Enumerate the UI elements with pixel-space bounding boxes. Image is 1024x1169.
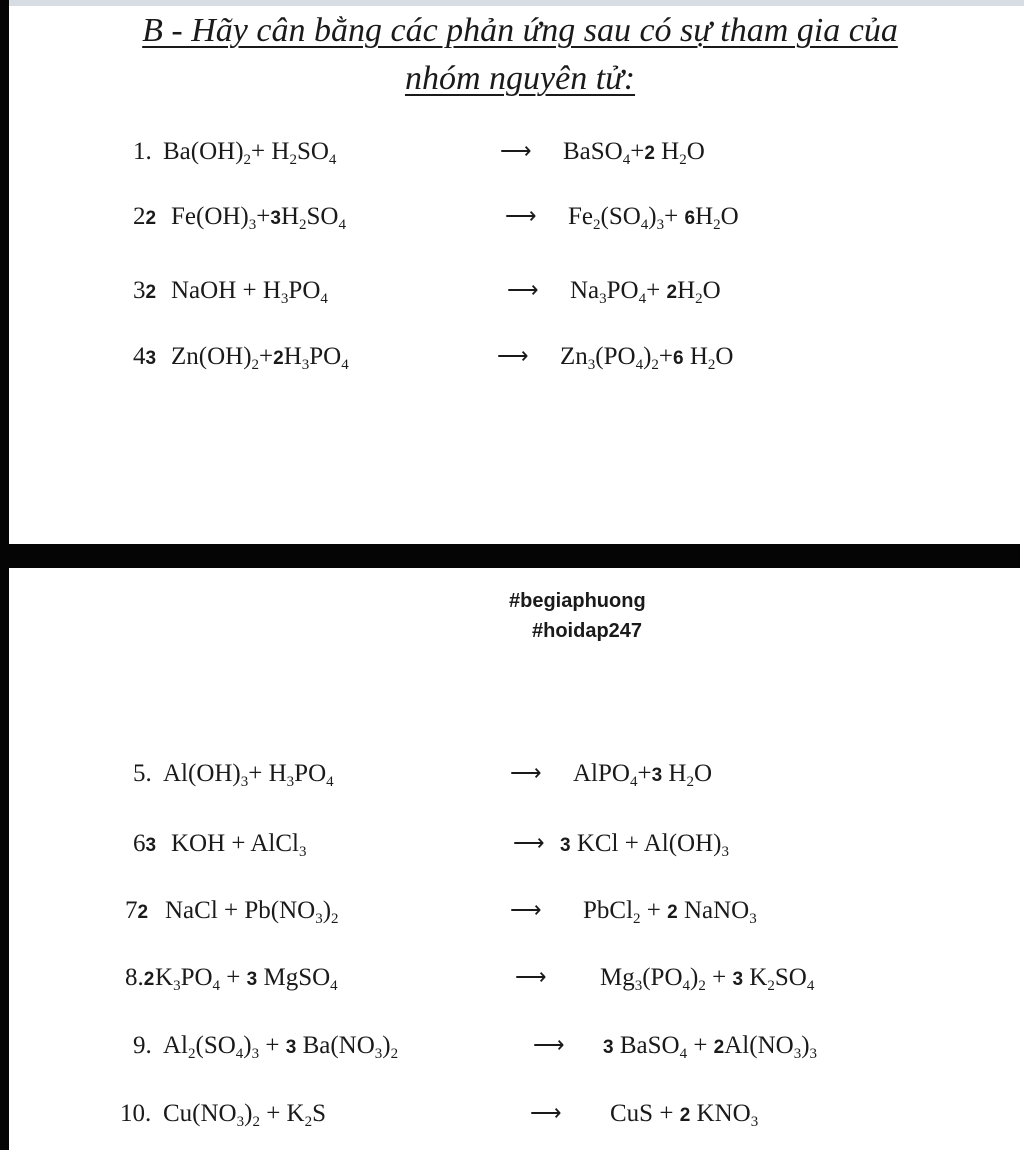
hashtag-begiaphuong: #begiaphuong (509, 590, 646, 612)
reaction-arrow: ⟶ (533, 1032, 563, 1057)
formula-text: + H (251, 138, 290, 165)
reaction-row (0, 830, 1024, 870)
reaction-arrow: ⟶ (497, 343, 527, 368)
subscript: 2 (243, 152, 252, 168)
reactants (163, 138, 336, 166)
handwritten-coefficient: 2 (666, 282, 678, 303)
reaction-row (0, 897, 1024, 937)
formula-text: + (637, 760, 652, 787)
black-divider-bar (0, 544, 1020, 568)
formula-text: K (155, 964, 174, 991)
products (573, 760, 712, 788)
subscript: 2 (188, 1046, 196, 1062)
handwritten-coefficient: 2 (143, 969, 155, 990)
formula-text: + (658, 343, 674, 370)
formula-text: PO (180, 964, 213, 991)
subscript: 2 (679, 152, 687, 168)
formula-text: + (259, 343, 274, 370)
reaction-row (0, 760, 1024, 800)
subscript: 4 (622, 152, 631, 168)
reactants (165, 897, 339, 925)
formula-text: + (630, 138, 645, 165)
subscript: 3 (280, 291, 289, 307)
subscript: 2 (767, 978, 775, 994)
reactants (155, 964, 338, 992)
formula-text: O (693, 760, 713, 787)
formula-text: AlPO (573, 760, 630, 787)
reaction-arrow: ⟶ (513, 830, 543, 855)
reaction-arrow: ⟶ (510, 760, 540, 785)
subscript: 4 (341, 357, 349, 373)
reaction-row (0, 964, 1024, 1004)
formula-text: SO (774, 964, 807, 991)
products (563, 138, 705, 166)
hashtag-hoidap247: #hoidap247 (532, 620, 643, 642)
formula-text: Al (163, 1032, 188, 1059)
formula-text: O (702, 277, 721, 304)
handwritten-coefficient: 6 (673, 348, 684, 369)
products (583, 897, 757, 925)
subscript: 4 (629, 774, 638, 790)
reaction-arrow: ⟶ (500, 138, 530, 163)
subscript: 2 (252, 1114, 260, 1130)
reaction-number (125, 964, 154, 992)
reaction-number-text: 7 (125, 897, 138, 924)
subscript: 4 (212, 978, 221, 994)
formula-text: S (312, 1100, 326, 1127)
handwritten-coefficient: 3 (145, 348, 157, 369)
reaction-arrow: ⟶ (515, 964, 545, 989)
top-border (0, 0, 1024, 6)
subscript: 3 (749, 911, 757, 927)
subscript: 3 (236, 1114, 245, 1130)
formula-text: KNO (690, 1100, 751, 1127)
formula-text: H (654, 138, 680, 165)
formula-text: Al(OH) (163, 760, 241, 787)
subscript: 3 (248, 217, 257, 233)
handwritten-coefficient: 3 (603, 1037, 614, 1058)
subscript: 2 (299, 217, 307, 233)
subscript: 3 (173, 978, 181, 994)
products (568, 203, 739, 231)
reaction-number-text: 3 (133, 277, 146, 304)
formula-text: Na (570, 277, 600, 304)
reaction-number-text: 5. (133, 760, 152, 787)
formula-text: ) (322, 897, 332, 924)
subscript: 3 (286, 774, 295, 790)
reaction-number (133, 343, 156, 371)
products (560, 343, 733, 371)
formula-text: + H (248, 760, 287, 787)
formula-text: + K (259, 1100, 305, 1127)
reactants (171, 343, 349, 371)
formula-text: H (677, 277, 696, 304)
handwritten-coefficient: 3 (270, 208, 281, 229)
reactants (163, 1032, 398, 1060)
reaction-row (0, 203, 1024, 243)
reaction-number-text: 8. (125, 964, 144, 991)
formula-text: K (743, 964, 768, 991)
formula-text: PO (288, 277, 321, 304)
products (600, 964, 814, 992)
reactants (163, 1100, 326, 1128)
reaction-number (133, 830, 156, 858)
subscript: 2 (713, 217, 721, 233)
reaction-number (120, 1100, 151, 1128)
handwritten-coefficient: 2 (679, 1105, 691, 1126)
subscript: 4 (682, 978, 691, 994)
subscript: 2 (304, 1114, 313, 1130)
handwritten-coefficient: 2 (273, 348, 284, 369)
formula-text: KCl + Al(OH) (570, 830, 722, 857)
formula-text: PO (294, 760, 327, 787)
formula-text: ) (801, 1032, 810, 1059)
formula-text: PO (309, 343, 342, 370)
reaction-arrow: ⟶ (510, 897, 540, 922)
subscript: 4 (635, 357, 644, 373)
formula-text: H (283, 343, 302, 370)
heading-line-1: B - Hãy cân bằng các phản ứng sau có sự tham gia của (142, 12, 898, 49)
products (603, 1032, 817, 1060)
formula-text: + (256, 203, 271, 230)
subscript: 2 (390, 1046, 399, 1062)
subscript: 2 (251, 357, 260, 373)
subscript: 2 (707, 357, 716, 373)
subscript: 3 (374, 1046, 383, 1062)
reaction-arrow: ⟶ (507, 277, 537, 302)
reaction-number (133, 138, 152, 166)
subscript: 4 (679, 1046, 688, 1062)
formula-text: H (683, 343, 708, 370)
reaction-number (133, 277, 156, 305)
subscript: 2 (633, 911, 641, 927)
formula-text: MgSO (257, 964, 331, 991)
subscript: 3 (809, 1046, 818, 1062)
reactants (163, 760, 334, 788)
reaction-number-text: 6 (133, 830, 146, 857)
formula-text: PO (606, 277, 639, 304)
formula-text: + (220, 964, 247, 991)
formula-text: CuS + (610, 1100, 680, 1127)
handwritten-coefficient: 2 (137, 902, 149, 923)
subscript: 3 (315, 911, 323, 927)
formula-text: Zn (560, 343, 588, 370)
subscript: 2 (686, 774, 694, 790)
formula-text: H (695, 203, 714, 230)
formula-text: Ba(NO (296, 1032, 375, 1059)
reaction-number-text: 4 (133, 343, 146, 370)
subscript: 3 (656, 217, 665, 233)
formula-text: (PO (595, 343, 636, 370)
formula-text: ) (382, 1032, 391, 1059)
formula-text: (SO (600, 203, 641, 230)
formula-text: + (646, 277, 667, 304)
subscript: 3 (599, 291, 607, 307)
reaction-number-text: 2 (133, 203, 146, 230)
handwritten-coefficient: 2 (667, 902, 678, 923)
formula-text: BaSO (613, 1032, 680, 1059)
formula-text: + (640, 897, 668, 924)
subscript: 3 (587, 357, 596, 373)
reaction-number (125, 897, 148, 925)
subscript: 4 (320, 291, 328, 307)
products (560, 830, 729, 858)
reaction-arrow: ⟶ (505, 203, 535, 228)
subscript: 2 (651, 357, 659, 373)
formula-text: Zn(OH) (171, 343, 252, 370)
formula-text: (SO (195, 1032, 236, 1059)
formula-text: BaSO (563, 138, 623, 165)
formula-text: SO (296, 138, 329, 165)
subscript: 4 (328, 152, 337, 168)
subscript: 2 (593, 217, 601, 233)
reaction-row (0, 1032, 1024, 1072)
formula-text: SO (306, 203, 339, 230)
formula-text: NaNO (677, 897, 750, 924)
handwritten-coefficient: 2 (713, 1037, 725, 1058)
reaction-number (133, 203, 156, 231)
subscript: 2 (331, 911, 339, 927)
formula-text: Fe(OH) (171, 203, 249, 230)
handwritten-coefficient: 6 (684, 208, 696, 229)
formula-text: H (662, 760, 687, 787)
formula-text: O (715, 343, 734, 370)
handwritten-coefficient: 3 (732, 969, 744, 990)
handwritten-coefficient: 2 (145, 282, 157, 303)
subscript: 3 (301, 357, 310, 373)
reaction-row (0, 1100, 1024, 1140)
subscript: 4 (806, 978, 815, 994)
formula-text: H (280, 203, 300, 230)
handwritten-coefficient: 2 (145, 208, 157, 229)
products (610, 1100, 758, 1128)
reaction-number-text: 1. (133, 138, 152, 165)
handwritten-coefficient: 3 (560, 835, 571, 856)
reactants (171, 277, 328, 305)
subscript: 2 (289, 152, 297, 168)
handwritten-coefficient: 3 (145, 835, 157, 856)
formula-text: ) (643, 343, 652, 370)
subscript: 4 (640, 217, 649, 233)
formula-text: + (705, 964, 733, 991)
reaction-row (0, 343, 1024, 383)
subscript: 4 (638, 291, 647, 307)
handwritten-coefficient: 3 (246, 969, 258, 990)
formula-text: Al(NO (724, 1032, 794, 1059)
subscript: 2 (695, 291, 703, 307)
reaction-arrow: ⟶ (530, 1100, 560, 1125)
formula-text: Fe (568, 203, 593, 230)
formula-text: PbCl (583, 897, 634, 924)
formula-text: + (687, 1032, 714, 1059)
formula-text: Ba(OH) (163, 138, 244, 165)
formula-text: O (720, 203, 739, 230)
reactants (171, 203, 346, 231)
heading-line-2: nhóm nguyên tử: (404, 60, 636, 97)
handwritten-coefficient: 2 (644, 143, 655, 164)
subscript: 4 (338, 217, 346, 233)
subscript: 4 (235, 1046, 244, 1062)
formula-text: ) (648, 203, 657, 230)
subscript: 3 (634, 978, 643, 994)
subscript: 3 (299, 844, 307, 860)
formula-text: NaOH + H (171, 277, 281, 304)
handwritten-coefficient: 3 (651, 765, 663, 786)
formula-text: ) (243, 1032, 252, 1059)
reaction-number (133, 1032, 152, 1060)
subscript: 3 (750, 1114, 759, 1130)
subscript: 2 (698, 978, 706, 994)
formula-text: (PO (642, 964, 683, 991)
formula-text: ) (690, 964, 699, 991)
formula-text: Mg (600, 964, 635, 991)
formula-text: NaCl + Pb(NO (165, 897, 316, 924)
reaction-number (133, 760, 152, 788)
formula-text: KOH + AlCl (171, 830, 300, 857)
formula-text: Cu(NO (163, 1100, 237, 1127)
formula-text: + (664, 203, 685, 230)
formula-text: O (686, 138, 705, 165)
formula-text: ) (244, 1100, 253, 1127)
formula-text: + (259, 1032, 286, 1059)
reaction-row (0, 277, 1024, 317)
reaction-number-text: 9. (133, 1032, 152, 1059)
subscript: 3 (721, 844, 729, 860)
reactants (171, 830, 307, 858)
subscript: 4 (326, 774, 334, 790)
reaction-row (0, 138, 1024, 178)
subscript: 3 (240, 774, 249, 790)
handwritten-coefficient: 3 (285, 1037, 297, 1058)
reaction-number-text: 10. (120, 1100, 152, 1127)
subscript: 3 (793, 1046, 802, 1062)
subscript: 4 (330, 978, 338, 994)
subscript: 3 (251, 1046, 260, 1062)
products (570, 277, 721, 305)
